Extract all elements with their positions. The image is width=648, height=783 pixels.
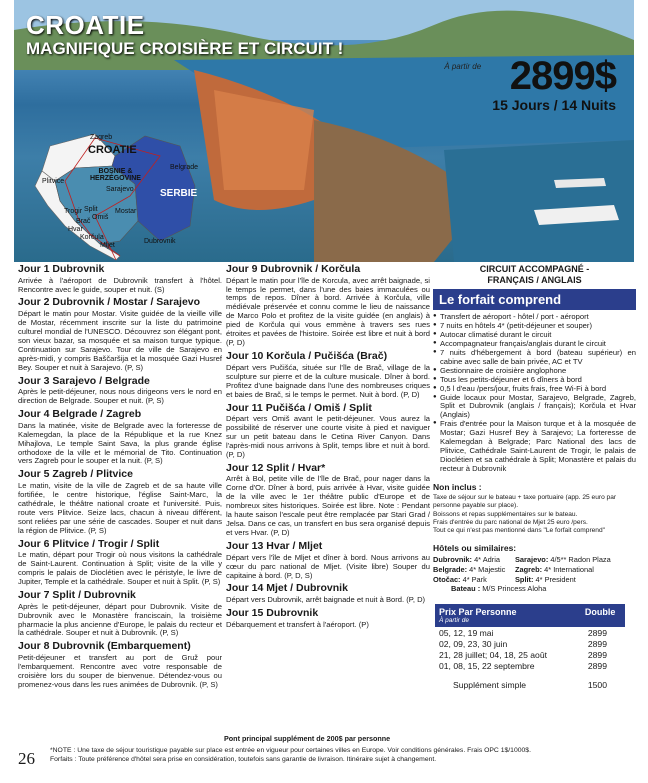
price-value: 2899 [587, 660, 607, 671]
hotel-name: 4* Majestic [467, 564, 506, 574]
forfait-title: Le forfait comprend [433, 289, 636, 310]
itinerary-day [18, 409, 222, 466]
hotel-name: 4* International [542, 564, 594, 574]
boat-row [433, 584, 636, 594]
list-item: ● Accompagnateur français/anglais durant le circuit [433, 340, 636, 349]
info-column [433, 264, 636, 691]
day-text: Après le petit-déjeuner, nous nous dirigeons vers le nord en direction de Belgrade. Souper et nuit. (P, S) [18, 387, 222, 406]
boat-name: M/S Princess Aloha [480, 584, 547, 594]
day-text: Le matin, visite de la ville de Zagreb et de sa haute ville fortifiée, le centre historique, l'église Saint-Marc, la cathédrale, le théâtre national croate et l'université. Puis, route vers Plitvice. Seize lacs, chacun à niveau différent, sont reliées par une série de cascades. Souper et nuit dans la région de Plitvice. (P, S) [18, 480, 222, 535]
hotel-name: 4* Park [460, 574, 487, 584]
map-label-bosnie-line1: BOSNIE & [98, 168, 133, 175]
map-label-brac: Brač [76, 218, 91, 225]
footer-note: *NOTE : Une taxe de séjour touristique payable sur place est entrée en vigueur pour certaines villes en Europe. Voir conditions générales. Frais OPC 1$/1000$. [50, 747, 531, 754]
itinerary-day [18, 297, 222, 372]
day-text: Départ le matin pour Mostar. Visite guidée de la vieille ville de Mostar, récemment inscrite sur la liste du patrimoine culturel mondial de l'UNESCO. Découvrez son élégant pont, son vieux bazar, sa mosquée et sa maison turque typique. Continuation sur Sarajevo. Tour de ville de Sarajevo en après-midi, y compris Baščaršija et la mosquée Gazi Husref Bey. Souper et nuit à Sarajevo. (P, S) [18, 309, 222, 372]
hotel-city: Belgrade: [433, 564, 468, 574]
list-item: ● Autocar climatisé durant le circuit [433, 331, 636, 340]
hotel-row [433, 555, 636, 565]
day-title: Jour 11 Pučišća / Omiš / Split [226, 401, 372, 414]
circuit-heading [433, 264, 636, 286]
table-row [435, 649, 625, 660]
table-row [435, 627, 625, 638]
non-inclus-list [433, 494, 636, 535]
price-header-label: Prix Par Personne [439, 606, 517, 617]
map-label-mljet: Mljet [100, 242, 115, 249]
itinerary-day [18, 376, 222, 406]
price-value: 2899 [587, 638, 607, 649]
itinerary-day [226, 463, 430, 538]
list-item: Boissons et repas supplémentaires sur le bateau. [433, 510, 578, 518]
hero-price [444, 54, 616, 113]
map-label-omis: Omiš [92, 214, 109, 221]
price-duration: 15 Jours / 14 Nuits [492, 97, 616, 113]
price-amount: 2899$ [509, 54, 616, 98]
circuit-heading-line2: FRANÇAIS / ANGLAIS [487, 274, 582, 285]
day-title: Jour 6 Plitvice / Trogir / Split [18, 537, 160, 550]
day-text: Dans la matinée, visite de Belgrade avec la forteresse de Kalemegdan, la place de la République et la rue Knez Mihajlova, Le temple Saint Sava, la plus grande église orthodoxe de la ville et le mémorial de Tito. Continuation vers Zagreb pour le souper et la nuit. (P, S) [18, 420, 222, 466]
day-text: Départ vers l'île de Mljet et dîner à bord. Nous arrivons au cœur du parc national de Mljet. (Visite libre) Souper du capitaine à bord. (P, D, S) [226, 552, 430, 580]
map-label-split: Split [84, 206, 98, 213]
price-table-header [435, 604, 575, 627]
footer-notes [50, 747, 640, 765]
map-label-sarajevo: Sarajevo [106, 186, 134, 193]
map-label-serbie: SERBIE [160, 188, 198, 199]
map-label-croatie: CROATIE [88, 144, 137, 156]
list-item: ● Gestionnaire de croisière anglophone [433, 367, 636, 376]
day-text: Débarquement et transfert à l'aéroport. (P) [226, 619, 369, 629]
price-header-double: Double [575, 604, 625, 627]
map-label-mostar: Mostar [115, 208, 137, 215]
itinerary-day [226, 583, 430, 605]
boat-label: Bateau : [451, 584, 481, 594]
itinerary-day [18, 590, 222, 638]
table-row [435, 638, 625, 649]
hero-title [26, 12, 343, 57]
table-row [435, 680, 625, 691]
day-title: Jour 10 Korčula / Pučišća (Brač) [226, 350, 388, 363]
day-text: Départ vers Dubrovnik, arrêt baignade et nuit à Bord. (P, D) [226, 595, 426, 605]
day-title: Jour 2 Dubrovnik / Mostar / Sarajevo [18, 296, 201, 309]
map-label-zagreb: Zagreb [90, 134, 113, 141]
itinerary-day [18, 469, 222, 535]
itinerary-day [18, 264, 222, 294]
day-text: Départ vers Pučišća, située sur l'île de Brač, village de la sculpture sur pierre et de la culture musicale. Dîner à bord. Profitez d'une baignade dans l'une des nombreuses criques et baies de Brač, si le temps le permet. Nuit à bord. (P, D) [226, 362, 430, 399]
hotel-city: Zagreb: [515, 564, 543, 574]
circuit-heading-line1: CIRCUIT ACCOMPAGNÉ - [479, 264, 590, 274]
list-item: Frais d'entrée du parc national de Mjet 25 euro /pers. [433, 518, 588, 526]
supplement-note: Pont principal supplément de 200$ par personne [224, 734, 391, 743]
table-row [435, 660, 625, 671]
hotel-name: 4* President [533, 574, 576, 584]
day-title: Jour 1 Dubrovnik [18, 263, 105, 275]
day-title: Jour 9 Dubrovnik / Korčula [226, 263, 361, 275]
itinerary-column-2 [226, 264, 430, 632]
day-text: Petit-déjeuner et transfert au port de Gruž pour l'embarquement. Rencontre avec votre responsable de croisière lors du souper de bienvenue. Détendez-vous ou promenez-vous dans les rues animées de Dubrovnik. (P, S) [18, 652, 222, 689]
price-from-label: À partir de [444, 62, 482, 71]
itinerary-day [226, 264, 430, 348]
list-item: ● 7 nuits en hôtels 4* (petit-déjeuner et souper) [433, 322, 636, 331]
route-map [20, 126, 210, 262]
price-dates: 01, 08, 15, 22 septembre [439, 660, 535, 671]
hotels-list [433, 555, 636, 594]
itinerary-column-1 [18, 264, 222, 693]
price-value: 2899 [587, 649, 607, 660]
title-subtitle: MAGNIFIQUE CROISIÈRE ET CIRCUIT ! [26, 39, 344, 58]
day-title: Jour 4 Belgrade / Zagreb [18, 408, 142, 421]
itinerary-day [226, 541, 430, 580]
day-text: Départ vers Omiš avant le petit-déjeuner. Vous aurez la possibilité de réserver une courte visite à pied et naviguer sur un petit bateau dans le Cetina River Canyon. Dans l'après-midi nous arrivons à Split, temps libre et nuit à bord. (P, D) [226, 414, 430, 459]
hotels-title: Hôtels ou similaires: [433, 543, 517, 554]
map-label-plitvice: Plitvice [42, 178, 65, 185]
supplement-label: Supplément simple [453, 680, 527, 691]
price-value: 2899 [587, 627, 607, 638]
hotel-name: 4/5** Radon Plaza [548, 555, 611, 565]
non-inclus-title: Non inclus : [433, 482, 482, 493]
list-item: ● Tous les petits-déjeuner et 6 dîners à bord [433, 376, 636, 385]
map-label-hvar: Hvar [68, 226, 83, 233]
hotel-name: 4* Adria [472, 555, 500, 565]
itinerary-day [18, 641, 222, 689]
day-text: Après le petit-déjeuner, départ pour Dubrovnik. Visite de Dubrovnik avec le Monastère franciscain, la troisième pharmacie la plus ancienne d'Europe, le palais du recteur et la cathédrale. Souper et nuit à Dubrovnik. (P, S) [18, 601, 222, 638]
itinerary-day [226, 608, 430, 630]
day-title: Jour 12 Split / Hvar* [226, 461, 326, 474]
day-title: Jour 3 Sarajevo / Belgrade [18, 374, 150, 387]
page-number: 26 [18, 749, 35, 768]
map-label-dubrovnik: Dubrovnik [144, 238, 176, 245]
footer-note: Forfaits : Toute préférence d'hôtel sera prise en considération, toutefois sans garantie de livraison. Itinéraire sujet à changement. [50, 755, 437, 763]
list-item: Tout ce qui n'est pas mentionné dans "Le forfait comprend" [433, 527, 605, 535]
hotel-city: Split: [515, 574, 534, 584]
list-item: ● Guide locaux pour Mostar, Sarajevo, Belgrade, Zagreb, Split et Dubrovnik (anglais / français); Korčula et Hvar (Anglais) [433, 394, 636, 421]
day-text: Arrêt à Bol, petite ville de l'île de Brač, pour nager dans la Corne d'Or. Dîner à bord, puis arrivée à Hvar, visite guidée de la ville avec le 1er théâtre public d'Europe et de nombreux sites historiques. Soirée est libre. Note : Pendant la haute saison l'escale peut être remplacée par Stari Grad / Jelsa. Dans ce cas, un transfert en bus sera organisé depuis et vers Hvar. (P, D) [226, 474, 430, 538]
price-dates: 21, 28 juillet; 04, 18, 25 août [439, 649, 547, 660]
day-title: Jour 8 Dubrovnik (Embarquement) [18, 640, 191, 653]
list-item: Taxe de séjour sur le bateau + taxe portuaire (app. 25 euro par personne payable sur place). [433, 494, 617, 510]
price-header-sub: À partir de [439, 617, 469, 625]
hotel-row [433, 575, 636, 585]
price-dates: 05, 12, 19 mai [439, 627, 494, 638]
day-title: Jour 13 Hvar / Mljet [226, 540, 323, 553]
price-dates: 02, 09, 23, 30 juin [439, 638, 508, 649]
list-item: ● 0,5 l d'eau /pers/jour, fruits frais, free Wi-Fi à bord [433, 385, 636, 394]
list-item: ● Frais d'entrée pour la Maison turque et à la mosquée de Mostar; Gazi Husref Bey à Sarajevo; La forteresse de Kalemegdan à Belgrade; Parc National des lacs de Plitvice, Cathédrale Saint-Laurent de Trogir, le palais de Dioclétien et sa cathédrale à Split; Monastère et palais du recteur à Dubrovnik [433, 420, 636, 474]
hotel-city: Otočac: [433, 574, 461, 584]
list-item: ● Transfert de aéroport - hôtel / port - aéroport [433, 313, 636, 322]
day-text: Départ le matin pour l'île de Korcula, avec arrêt baignade, si le temps le permet, dans l'une des baies immaculées ou temps de repos. Dîner à bord. Arrivée à Korčula, ville médiévale préservée et connu comme le lieu de naissance de Marco Polo et profitez de la visite guidée (en anglais) à pied de Korčula qui vous emmène à travers ses rues étroites et pavées de l'histoire. Soirée est libre et nuit à bord (P, D) [226, 275, 430, 348]
map-label-belgrade: Belgrade [170, 164, 199, 171]
hotel-city: Dubrovnik: [433, 555, 473, 565]
day-title: Jour 15 Dubrovnik [226, 606, 319, 619]
itinerary-day [226, 403, 430, 460]
day-text: Arrivée à l'aéroport de Dubrovnik transfert à l'hôtel. Rencontre avec le guide, souper et nuit. (S) [18, 275, 222, 294]
hotel-row [433, 565, 636, 575]
itinerary-day [18, 539, 222, 587]
supplement-value: 1500 [587, 680, 607, 691]
map-label-bosnie-line2: HERZÉGOVINE [90, 175, 141, 183]
map-label-trogir: Trogir [64, 208, 83, 215]
forfait-list [433, 313, 636, 474]
price-table [435, 604, 625, 691]
day-title: Jour 7 Split / Dubrovnik [18, 589, 136, 602]
day-title: Jour 5 Zagreb / Plitvice [18, 468, 133, 481]
hotel-city: Sarajevo: [515, 555, 549, 565]
day-title: Jour 14 Mjet / Dubrovnik [226, 582, 348, 595]
itinerary-day [226, 351, 430, 399]
table-spacer [435, 672, 625, 680]
day-text: Le matin, départ pour Trogir où nous visitons la cathédrale de Saint-Laurent. Continuation à Split; visite de la ville y compris le palais de Dioclétien avec le péristyle, le livre de Jupiter, Temple et la cathédrale. Souper et nuit à Split. (P, S) [18, 550, 222, 587]
title-country: CROATIE [26, 10, 145, 40]
map-label-bosnie [90, 168, 141, 183]
list-item: ● 7 nuits d'hébergement à bord (bateau supérieur) en cabine avec salle de bain privée, AC et TV [433, 349, 636, 367]
map-label-korcula: Korčula [80, 234, 104, 241]
